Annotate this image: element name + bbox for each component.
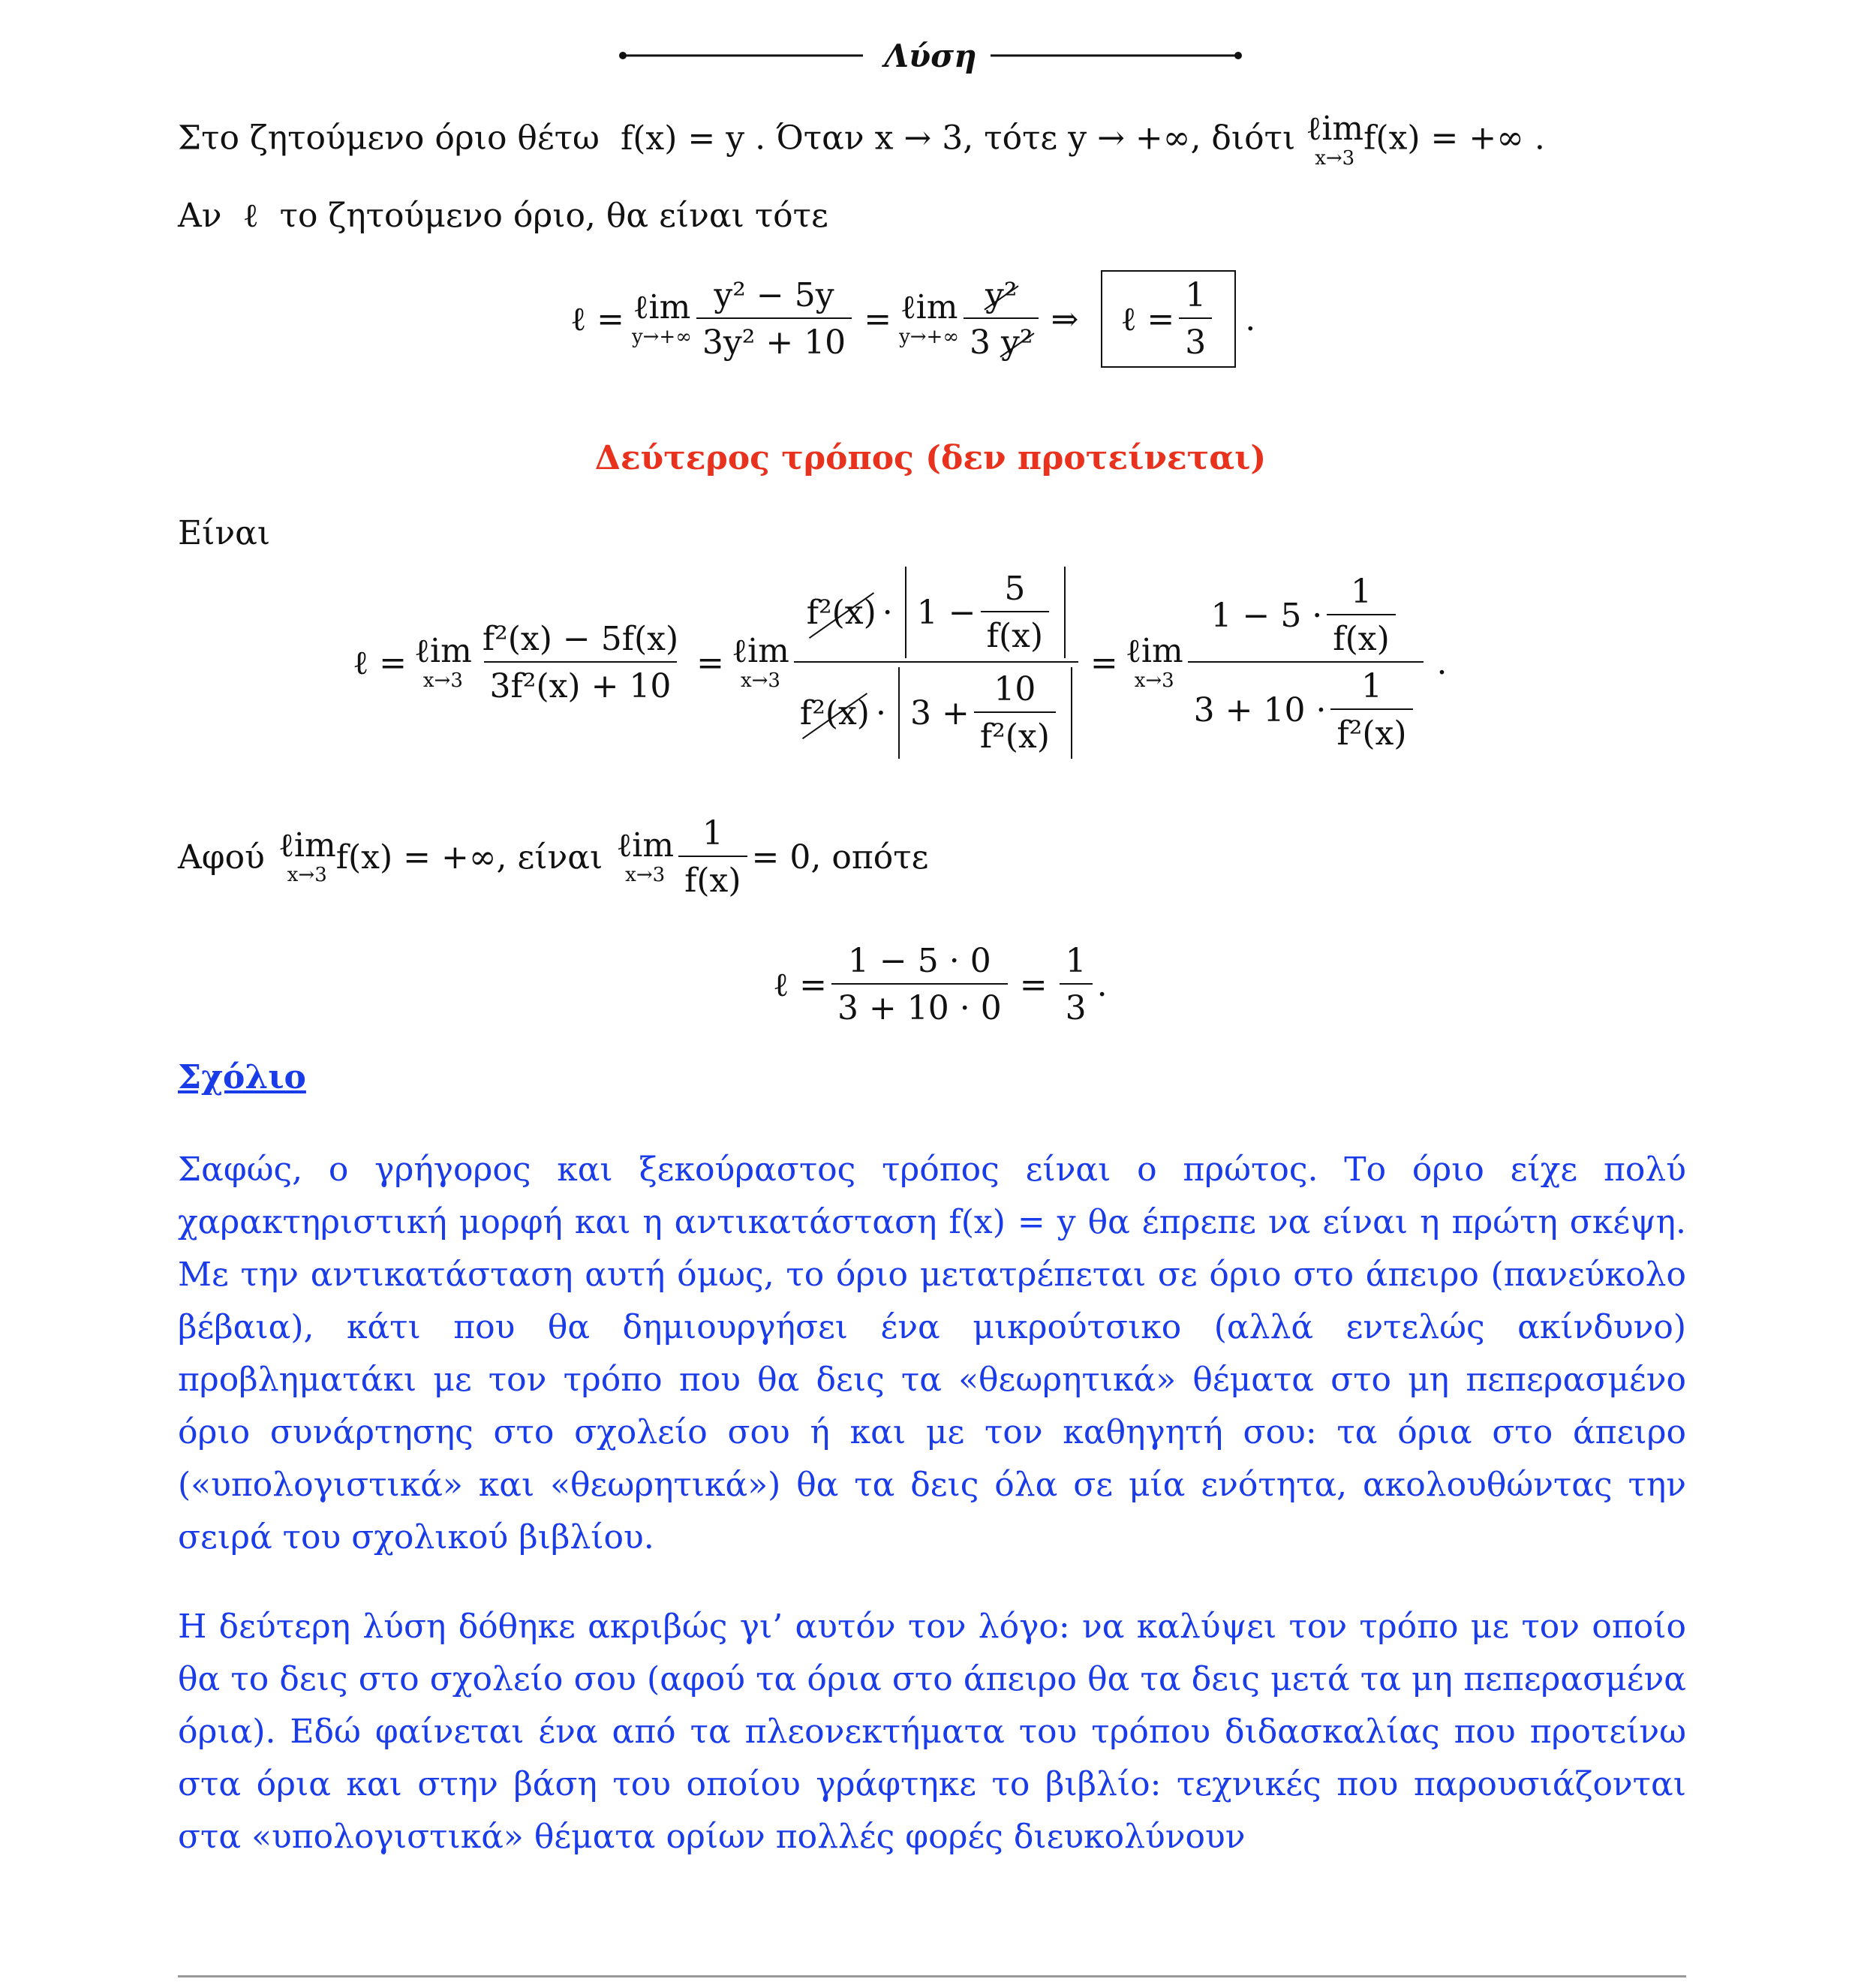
text: , οπότε — [810, 838, 929, 877]
limit-operator: ℓim x→3 — [278, 826, 336, 886]
fraction: $\frac{\text{f²(x) − 5f(x)}}{\text{3f²(x) + 10}}$ — [482, 620, 679, 705]
factored-fraction: f²(x) · 1 − $\frac{5}{f(x)}$ f²(x) · 3 + $\frac{10}{\text{f²(x)}}$ — [794, 567, 1078, 759]
period: . — [1096, 965, 1108, 1004]
limit-operator: ℓim y→+∞ — [631, 288, 692, 348]
equals: = — [1090, 643, 1118, 682]
footer-rule — [178, 1975, 1686, 1977]
reduced-fraction: 1 − 5 · $\frac{1}{f(x)}$ 3 + 10 · $\frac{1}{\text{f²(x)}}$ — [1188, 573, 1424, 753]
second-method-title: Δεύτερος τρόπος (δεν προτείνεται) — [594, 439, 1267, 477]
text: Στο ζητούμενο όριο θέτω — [178, 119, 600, 158]
limit-operator: ℓim x→3 — [413, 632, 472, 692]
limit-operator: ℓim x→3 — [732, 632, 789, 692]
eq-lhs: ℓ = — [353, 643, 407, 682]
limit-operator: ℓim y→+∞ — [899, 288, 959, 348]
text: Αφού — [178, 838, 265, 877]
text: το ζητούμενο όριο, θα είναι τότε — [279, 197, 828, 235]
math: f(x) = +∞ — [335, 838, 497, 877]
limit-operator: ℓim x→3 — [616, 826, 675, 886]
equation-3 — [773, 942, 1108, 1027]
equation-1 — [570, 270, 1255, 368]
limit-operator: ℓim x→3 — [1306, 110, 1364, 170]
math: y → +∞ — [1068, 119, 1191, 158]
period: . — [1245, 299, 1256, 338]
equals: = — [1019, 965, 1048, 1004]
math: x → 3 — [874, 119, 964, 158]
math: ℓ — [242, 197, 259, 235]
eq-lhs: ℓ = — [773, 965, 827, 1004]
period: . — [1436, 643, 1448, 682]
fraction: $\frac{\text{y² − 5y}}{\text{3y² + 10}}$ — [696, 276, 852, 362]
intro-line-1 — [178, 110, 1545, 170]
eq-lhs: ℓ = — [570, 299, 624, 338]
fraction: $\frac{1}{f(x)}$ — [678, 814, 747, 900]
implies-arrow: ⇒ — [1051, 299, 1079, 338]
equals: = — [864, 299, 892, 338]
text: , είναι — [496, 838, 603, 877]
fraction: $\frac{1 - 5 \cdot 0}{3 + 10 \cdot 0}$ — [831, 942, 1008, 1027]
math: f(x) = +∞ . — [1363, 119, 1545, 158]
fraction-cancelled: $\frac{\text{y²}}{\text{3 y²}}$ — [964, 276, 1039, 362]
equals: = — [696, 643, 725, 682]
comment-paragraph-2: Η δεύτερη λύση δόθηκε ακριβώς γι’ αυτόν τον λόγο: να καλύψει τον τρόπο με τον οποίο θα το δεις στο σχολείο σου (αφού τα όρια στο άπειρο θα τα δεις μετά τα μη πεπερασμένα όρια). Εδώ φαίνεται ένα από τα πλεονεκτήματα του τρόπου διδασκαλίας που προτείνω στα όρια και στην βάση του οποίου γράφτηκε το βιβλίο: τεχνικές που παρουσιάζονται στα «υπολογιστικά» θέματα ορίων πολλές φορές διευκολύνουν — [178, 1608, 1686, 1856]
text: Αν — [178, 197, 222, 235]
boxed-result: ℓ = $\frac{1}{3}$ — [1101, 270, 1236, 368]
math: = 0 — [751, 838, 811, 877]
comment-paragraph-1: Σαφώς, ο γρήγορος και ξεκούραστος τρόπος είναι ο πρώτος. Το όριο είχε πολύ χαρακτηριστική μορφή και η αντικατάσταση f(x) = y θα έπρεπε να είναι η πρώτη σκέψη. Με την αντικατάσταση αυτή όμως, το όριο μετατρέπεται σε όριο στο άπειρο (πανεύκολο βέβαια), κάτι που θα δημιουργήσει ένα μικρούτσικο (αλλά εντελώς ακίνδυνο) προβληματάκι με τον τρόπο που θα δεις τα «θεωρητικά» θέματα στο μη πεπερασμένο όριο συνάρτησης στο σχολείο σου ή και με τον καθηγητή σου: τα όρια στο άπειρο («υπολογιστικά» και «θεωρητικά») θα τα δεις όλα σε μία ενότητα, ακολουθώντας την σειρά του σχολικού βιβλίου. — [178, 1150, 1686, 1556]
intro-line-2 — [178, 197, 828, 235]
comment-heading: Σχόλιο — [178, 1058, 306, 1096]
text: . Όταν — [755, 119, 864, 158]
since-line — [178, 814, 928, 900]
eq2-intro: Είναι — [178, 514, 271, 552]
solution-header — [615, 30, 1246, 83]
header-title: Λύση — [884, 38, 977, 74]
text: , διότι — [1190, 119, 1296, 158]
limit-operator: ℓim x→3 — [1125, 632, 1183, 692]
text: , τότε — [963, 119, 1058, 158]
fraction: $\frac{1}{3}$ — [1060, 942, 1093, 1027]
equation-2 — [353, 567, 1448, 759]
math: f(x) = y — [620, 119, 745, 158]
